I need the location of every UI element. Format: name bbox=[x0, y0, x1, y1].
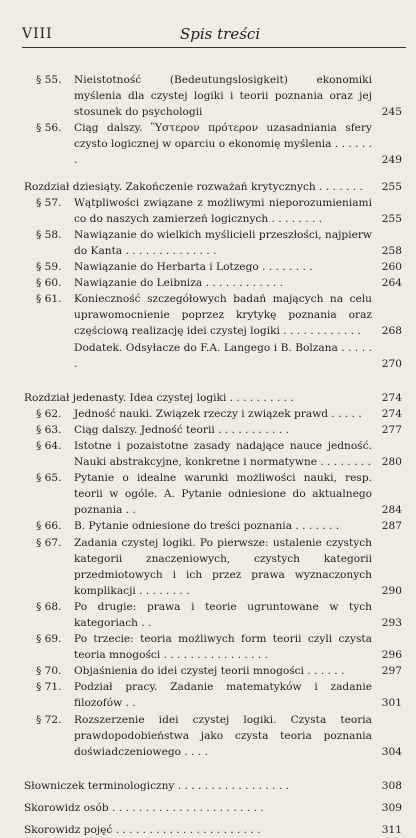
page-number: 301 bbox=[381, 697, 402, 710]
chapter-title: Rozdział dziesiąty. Zakończenie rozważań krytycznych . . . . . . . bbox=[24, 180, 363, 193]
section-number: § 69. bbox=[36, 633, 62, 646]
section-title: Rozszerzenie idei czystej logiki. Czysta teoria prawdopodobieństwa jako czysta teoria poznania doświadczeniowego . . . . bbox=[74, 713, 372, 758]
section-number: § 60. bbox=[36, 277, 62, 290]
section-number: § 72. bbox=[36, 713, 62, 726]
page-number: 264 bbox=[381, 277, 402, 290]
section-title: Jedność nauki. Związek rzeczy i związek prawd . . . . . bbox=[74, 407, 362, 420]
page-number: 290 bbox=[381, 584, 402, 597]
page-number: 255 bbox=[381, 180, 402, 193]
page-number: 274 bbox=[381, 391, 402, 404]
toc-entry bbox=[24, 291, 404, 339]
section-number: § 62. bbox=[36, 407, 62, 420]
section-number: § 58. bbox=[36, 228, 62, 241]
back-matter-title: Słowniczek terminologiczny . . . . . . . . . . . . . . . . . bbox=[24, 779, 289, 792]
section-title: Po drugie: prawa i teorie ugruntowane w tych kategoriach . . bbox=[74, 600, 372, 629]
page-number: 311 bbox=[381, 824, 402, 837]
toc-entry bbox=[24, 679, 404, 711]
page-number: 280 bbox=[381, 456, 402, 469]
toc-entry bbox=[24, 535, 404, 599]
section-title: Ciąg dalszy. Ὕστερον πρότερον uzasadniania sfery czysto logicznej w oparciu o ekonomię myślenia . . . . . . . bbox=[74, 122, 372, 167]
page-number: 297 bbox=[381, 665, 402, 678]
section-title: Konieczność szczegółowych badań mających na celu uprawomocnienie poprzez krytykę poznania oraz częściową realizację idei czystej logiki . . . . . . . . . . . . bbox=[74, 293, 372, 338]
page-number: 249 bbox=[381, 154, 402, 167]
toc-entry bbox=[24, 227, 404, 259]
header-rule bbox=[22, 47, 406, 48]
running-title: Spis treści bbox=[180, 25, 261, 43]
page-number: 274 bbox=[381, 407, 402, 420]
page-number: 296 bbox=[381, 649, 402, 662]
page-number: 308 bbox=[381, 779, 402, 792]
chapter-heading bbox=[24, 390, 402, 406]
section-title: Wątpliwości związane z możliwymi nieporozumieniami co do naszych zamierzeń logicznych . . . . . . . . bbox=[74, 196, 372, 225]
back-matter-entry bbox=[24, 822, 402, 838]
section-number: § 57. bbox=[36, 196, 62, 209]
toc-entry bbox=[24, 599, 404, 631]
section-number: § 71. bbox=[36, 681, 62, 694]
page-number: 287 bbox=[381, 520, 402, 533]
section-number: § 70. bbox=[36, 665, 62, 678]
page-number: 284 bbox=[381, 504, 402, 517]
page-numeral: VIII bbox=[22, 26, 53, 42]
page-number: 270 bbox=[381, 357, 402, 370]
appendix-title: Dodatek. Odsyłacze do F.A. Langego i B. Bolzana . . . . . . bbox=[74, 341, 372, 370]
toc-entry bbox=[24, 275, 404, 291]
section-title: Podział pracy. Zadanie matematyków i zadanie filozofów . . bbox=[74, 681, 372, 710]
page-number: 258 bbox=[381, 244, 402, 257]
chapter-title: Rozdział jedenasty. Idea czystej logiki . . . . . . . . . . bbox=[24, 391, 294, 404]
table-of-contents bbox=[24, 72, 404, 838]
section-title: Nawiązanie do Herbarta i Lotzego . . . . . . . . bbox=[74, 261, 313, 274]
page-number: 293 bbox=[381, 617, 402, 629]
page-number: 277 bbox=[381, 423, 402, 436]
section-title: Pytanie o idealne warunki możliwości nauki, resp. teorii w ogóle. A. Pytanie odniesione do aktualnego poznania . . bbox=[74, 472, 372, 517]
back-matter-entry bbox=[24, 800, 402, 816]
page-number: 304 bbox=[381, 745, 402, 758]
page-number: 245 bbox=[381, 106, 402, 119]
toc-entry bbox=[24, 195, 404, 227]
toc-entry bbox=[24, 72, 404, 120]
page-number: 309 bbox=[381, 801, 402, 814]
section-number: § 55. bbox=[36, 74, 62, 86]
section-title: Objaśnienia do idei czystej teorii mnogości . . . . . . bbox=[74, 665, 345, 678]
section-number: § 68. bbox=[36, 600, 62, 613]
section-number: § 56. bbox=[36, 122, 62, 135]
page-number: 255 bbox=[381, 212, 402, 225]
section-number: § 67. bbox=[36, 536, 62, 549]
back-matter-entry bbox=[24, 778, 402, 794]
toc-entry bbox=[24, 712, 404, 760]
toc-entry bbox=[24, 120, 404, 168]
section-title: Nawiązanie do wielkich myślicieli przeszłości, najpierw do Kanta . . . . . . . . . . . . . . bbox=[74, 228, 372, 257]
back-matter-title: Skorowidz osób . . . . . . . . . . . . . . . . . . . . . . . bbox=[24, 801, 264, 814]
page-number: 268 bbox=[381, 325, 402, 338]
toc-entry bbox=[24, 631, 404, 663]
toc-entry bbox=[24, 438, 404, 470]
toc-entry bbox=[24, 422, 404, 438]
chapter-heading bbox=[24, 179, 402, 195]
toc-entry bbox=[24, 340, 404, 372]
section-title: Ciąg dalszy. Jedność teorii . . . . . . . . . . . bbox=[74, 423, 289, 436]
back-matter-title: Skorowidz pojęć . . . . . . . . . . . . . . . . . . . . . . bbox=[24, 824, 261, 837]
section-title: Nieistotność (Bedeutungslosigkeit) ekonomiki myślenia dla czystej logiki i teorii poznania oraz jej stosunek do psychologii bbox=[74, 74, 372, 119]
section-number: § 65. bbox=[36, 472, 62, 485]
section-number: § 61. bbox=[36, 293, 62, 306]
toc-entry bbox=[24, 470, 404, 518]
section-number: § 66. bbox=[36, 520, 62, 533]
section-title: Nawiązanie do Leibniza . . . . . . . . . . . . bbox=[74, 277, 284, 290]
section-title: B. Pytanie odniesione do treści poznania . . . . . . . bbox=[74, 520, 340, 533]
toc-entry bbox=[24, 259, 404, 275]
toc-entry bbox=[24, 406, 404, 422]
page-number: 260 bbox=[381, 261, 402, 274]
section-number: § 64. bbox=[36, 439, 62, 452]
section-title: Istotne i pozaistotne zasady nadające nauce jedność. Nauki abstrakcyjne, konkretne i normatywne . . . . . . . . bbox=[74, 439, 372, 469]
section-number: § 63. bbox=[36, 423, 62, 436]
section-number: § 59. bbox=[36, 261, 62, 274]
section-title: Zadania czystej logiki. Po pierwsze: ustalenie czystych kategorii znaczeniowych, czystych kategorii przedmiotowych i ich przez prawa wyznaczonych komplikacji . . . . . . . . bbox=[74, 536, 372, 597]
section-title: Po trzecie: teoria możliwych form teorii czyli czysta teoria mnogości . . . . . . . . . . . . . . . . bbox=[74, 633, 372, 662]
toc-entry bbox=[24, 518, 404, 534]
